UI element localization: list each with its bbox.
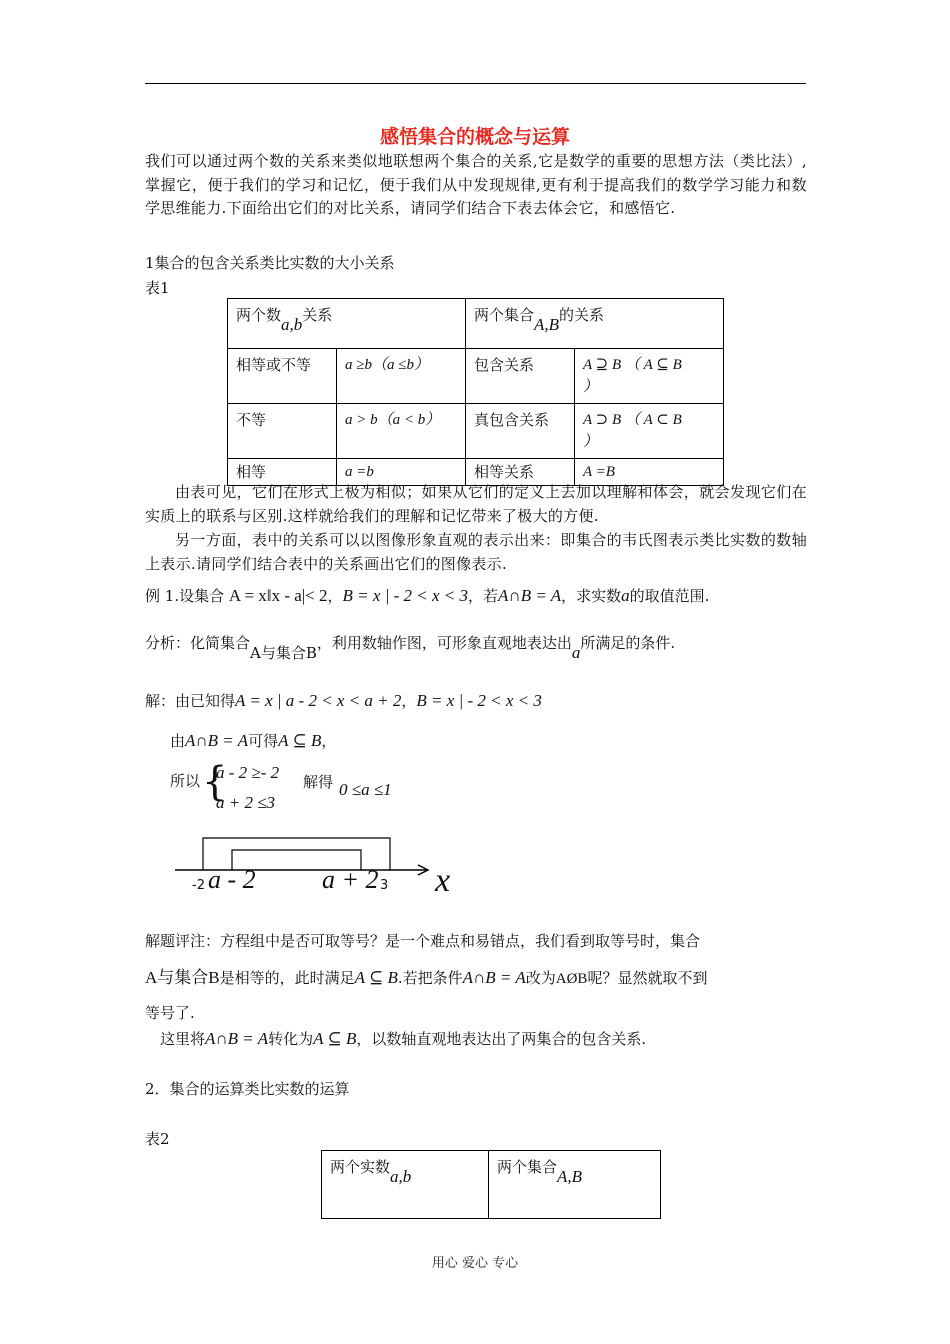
table1: [227, 298, 724, 486]
solve-result: 0 ≤a ≤1: [339, 780, 392, 799]
section1-heading: 1集合的包含关系类比实数的大小关系: [145, 254, 395, 272]
table2-header-numbers: 两个实数a,b: [322, 1151, 489, 1219]
review-line-3: 等号了.: [145, 1004, 195, 1022]
tick-label-3: 3: [380, 878, 389, 893]
tick-label-minus-2: -2: [192, 878, 205, 893]
intro-paragraph: 我们可以通过两个数的关系来类似地联想两个集合的关系,它是数学的重要的思想方法（类比法）,掌握它，便于我们的学习和记忆，便于我们从中发现规律,更有利于提高我们的数学学习能力和数学思维能力.下面给出它们的对比关系，请同学们结合下表去体会它，和感悟它.: [145, 152, 807, 217]
solve-label: 解得: [303, 773, 334, 791]
system-brace: {: [202, 759, 228, 805]
table1-header-numbers: 两个数a,b关系: [228, 299, 466, 349]
paragraph-venn: 另一方面，表中的关系可以以图像形象直观的表示出来：即集合的韦氏图表示类比实数的数轴上表示.请同学们结合表中的关系画出它们的图像表示.: [145, 531, 807, 573]
section2-heading: 2．集合的运算类比实数的运算: [145, 1080, 350, 1098]
tick-label-a-plus-2: a + 2: [322, 865, 379, 894]
tick-label-a-minus-2: a - 2: [208, 865, 256, 894]
example-1: 例 1.设集合 A = x‖x - a|< 2，B = x | - 2 < x < 3，若A∩B = A，求实数a的取值范围.: [145, 586, 710, 605]
review-line-1: 解题评注：方程组中是否可取等号？是一个难点和易错点，我们看到取等号时，集合: [145, 932, 701, 950]
header-rule: [145, 83, 806, 84]
conversion-line: 这里将A∩B = A转化为A ⊆ B，以数轴直观地表达出了两集合的包含关系.: [160, 1029, 647, 1048]
table1-label: 表1: [145, 279, 170, 297]
table2-header-sets: 两个集合A,B: [489, 1151, 661, 1219]
table2-label: 表2: [145, 1130, 170, 1148]
system-eq-1: a - 2 ≥- 2: [216, 763, 280, 782]
table2: [321, 1150, 661, 1219]
solution-line-2: 由A∩B = A可得A ⊆ B，: [170, 731, 337, 750]
solution-line-1: 解：由已知得A = x | a - 2 < x < a + 2，B = x | - 2 < x < 3: [145, 691, 542, 710]
page-title: 感悟集合的概念与运算: [379, 126, 570, 148]
review-line-2: A与集合B是相等的，此时满足A ⊆ B.若把条件A∩B = A改为AØB呢？显然就取不到: [145, 968, 708, 987]
table1-header-sets: 两个集合A,B的关系: [466, 299, 724, 349]
axis-label-x: x: [435, 862, 451, 899]
solution-line-3: 所以: [170, 772, 201, 790]
table1-row: 相等或不等 a ≥b（a ≤b） 包含关系 A ⊇ B （ A ⊆ B ）: [228, 349, 724, 404]
paragraph-analogy: 由表可见，它们在形式上极为相似；如果从它们的定义上去加以理解和体会，就会发现它们在实质上的联系与区别.这样就给我们的理解和记忆带来了极大的方便.: [145, 483, 807, 525]
analysis-line: 分析：化简集合A与集合B，利用数轴作图，可形象直观地表达出a所满足的条件.: [145, 634, 676, 662]
table1-row: 不等 a > b（a < b） 真包含关系 A ⊃ B （ A ⊂ B ）: [228, 404, 724, 459]
table1-row: 相等 a =b 相等关系 A =B: [228, 459, 724, 486]
page-footer: 用心 爱心 专心: [431, 1256, 519, 1271]
system-eq-2: a + 2 ≤3: [216, 793, 276, 812]
